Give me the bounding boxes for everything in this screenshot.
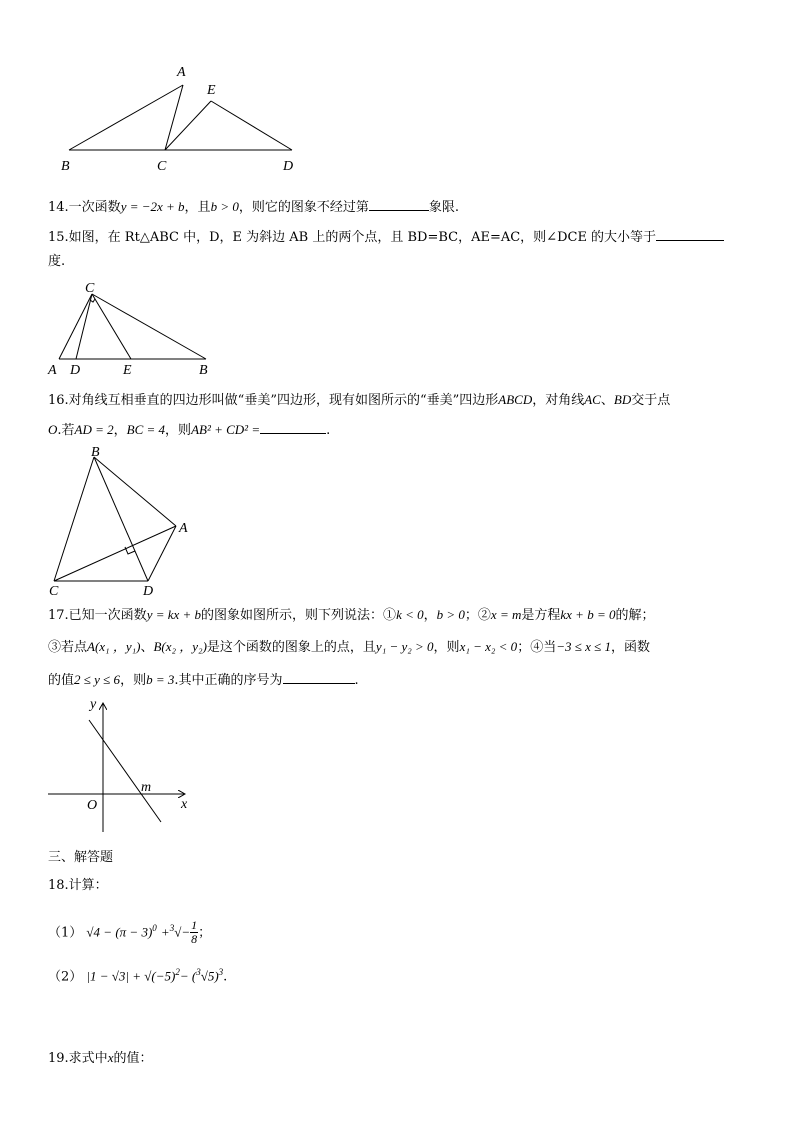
question-17-line3: 的值2 ≤ y ≤ 6，则b = 3.其中正确的序号为 . xyxy=(48,672,359,688)
label-b: B xyxy=(91,445,100,460)
question-16: 16.对角线互相垂直的四边形叫做“垂美”四边形，现有如图所示的“垂美”四边形ABCD，对角线AC、BD交于点 xyxy=(48,392,671,408)
label-b: B xyxy=(61,159,70,174)
figure-quadrilateral-abcd xyxy=(45,444,195,598)
answer-blank[interactable] xyxy=(260,421,326,434)
label-a: A xyxy=(179,521,188,536)
question-14: 14.一次函数y = −2x + b，且b > 0，则它的图象不经过第 象限. xyxy=(48,199,459,215)
label-e: E xyxy=(207,83,216,98)
label-m: m xyxy=(141,780,152,795)
label-a: A xyxy=(48,363,57,378)
question-18-part1: （1） $√4 - (\pi - 3)^0 +^3√-$ $\frac{1}{8}$ ； xyxy=(48,918,212,947)
answer-blank[interactable] xyxy=(283,671,355,684)
label-d: D xyxy=(283,159,294,174)
label-x-axis: x xyxy=(181,797,188,812)
label-c: C xyxy=(49,584,59,598)
question-17-line2: ③若点A(x₁ ，y₁)、B(x₂ ，y₂)是这个函数的图象上的点，且y₁ − y₂ > 0，则x₁ − x₂ < 0；④当−3 ≤ x ≤ 1，函数 xyxy=(48,639,651,655)
label-a: A xyxy=(177,65,186,80)
label-e: E xyxy=(123,363,132,378)
question-15-cont: 度. xyxy=(48,254,66,269)
label-b: B xyxy=(199,363,208,378)
answer-blank[interactable] xyxy=(656,228,724,241)
label-y-axis: y xyxy=(90,698,97,712)
label-d: D xyxy=(143,584,154,598)
label-c: C xyxy=(157,159,167,174)
question-16-cont: O.若AD = 2，BC = 4，则AB² + CD² = . xyxy=(48,422,331,438)
question-18-part2: （2） $|1 - √3| + √(-5)^2- (^3√5)^3$. xyxy=(48,967,228,985)
question-19: 19.求式中x的值： xyxy=(48,1050,153,1066)
question-18: 18.计算： xyxy=(48,878,108,893)
figure-triangles-abc-cde xyxy=(55,58,315,178)
figure-right-triangle-abc xyxy=(45,278,225,378)
figure-linear-function-graph xyxy=(44,698,194,838)
answer-blank[interactable] xyxy=(369,198,429,211)
label-c: C xyxy=(85,281,95,296)
question-17: 17.已知一次函数y = kx + b的图象如图所示，则下列说法：①k < 0，b > 0；②x = m是方程kx + b = 0的解； xyxy=(48,607,655,623)
label-d: D xyxy=(70,363,81,378)
question-15: 15.如图，在 Rt△ABC 中，D，E 为斜边 AB 上的两个点，且 BD=BC，AE=AC，则∠DCE 的大小等于 xyxy=(48,228,724,246)
section-heading: 三、解答题 xyxy=(48,850,114,865)
label-origin: O xyxy=(87,798,98,813)
